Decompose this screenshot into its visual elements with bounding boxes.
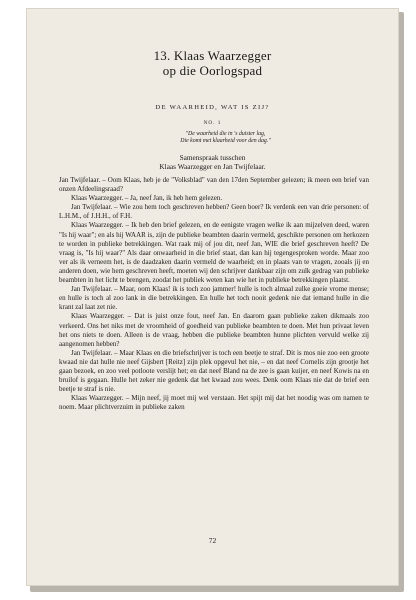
paragraph: Klaas Waarzegger. – Ja, neef Jan, ik heb hem gelezen. xyxy=(71,194,223,203)
subtitle-line-2: Klaas Waarzegger en Jan Twijfelaar. xyxy=(159,162,266,171)
section-heading: DE WAARHEID, WAT IS ZIJ? xyxy=(155,104,270,111)
page-number: 72 xyxy=(208,536,217,545)
paragraph: Jan Twijfelaar. – Maar Klaas en die briefschrijver is toch een beetje te straf. Dit is mos nie zoo een groote kwaad nie dat hulle nie neef Gijsbert [Reitz] zijn plek opgevul het nie, – en dat neef Cornelis zijn grootje het gaan bezoek, en zoo veel potlootе verslijt het; en dat neef Bland na de zee is gaan kuijer, en neef Kowis na en bruilof is gegaan. Hulle het zeker nie gedenk dat het kwaad zou wees. Denk oom Klaas nie dat de brief een beetje te straf is nie. xyxy=(59,348,369,394)
body-text xyxy=(59,176,369,412)
chapter-title-line-2: op die Oorlogspad xyxy=(162,63,263,78)
paragraph: Klaas Waarzegger. – Ik heb den brief gelezen, en de eenigste vragen welke ik aan mijzelven deed, waren "Is hij waar"; en als hij WAAR is, zijn de publieke beambten daarin vermeld, geschikte personen om herkozen te worden in publieke betrekkingen. Wat raak mij of jou dit, neef Jan, WIE die brief geschreven heeft? De vraag is, "Is hij waar?" Als daar onwaarheid in die brief staat, dan kan hij tegengesproken worde. Maar zoo ver als ik verneem het, is de daadzaken daarin vermeld de waarheid; en in plaats van te vragen, zooals jij en anderen doen, wie hem geschreven heeft, moeten wij den schrijver dankbaar zijn om zulk gedrag van publieke beambten in het licht te brengen, zoodat het publiek weten kan wie het in publieke betrekkingen plaatst. xyxy=(59,221,369,285)
paragraph: Jan Twijfelaar. – Oom Klaas, heb je de "Volksblad" van den 17den September gelezen; ik meen een brief van onzen Afdeelingsraad? xyxy=(59,176,369,194)
paragraph: Klaas Waarzegger. – Dat is juist onze fout, neef Jan. En daarom gaan publieke zaken dikmaals zoo verkeerd. Ons het niks met de vroomheid of goedheid van publieke beambten te doen. Met hun privaat leven het ons niets te doen. Alleen is de vraag, hebben die publieke beambten hunne plichten vervuld welke zij aangenomen hebben? xyxy=(59,312,369,348)
epigraph-line-1: "De waarheid die in 's duister lag, xyxy=(185,131,266,137)
paragraph: Jan Twijfelaar. – Maar, oom Klaas! ik is toch zoo jammer! hulle is toch almaal zulke goeie vrome mense; en hulle is toch al zoo lank in die betrekkingen. En hulle het toch nooit gedenk nie dat iemand hulle in die krant zal laat zet nie. xyxy=(59,285,369,312)
chapter-title xyxy=(26,48,399,78)
dialogue-subtitle xyxy=(26,153,399,171)
chapter-title-line-1: 13. Klaas Waarzegger xyxy=(153,48,272,63)
paragraph: Klaas Waarzegger. – Mijn neef, jij moet mij wel verstaan. Het spijt mij dat het noodig was om namen te noem. Maar plichtverzuim in publieke zaken xyxy=(59,394,369,412)
epigraph xyxy=(26,131,399,145)
subtitle-line-1: Samenspraak tusschen xyxy=(179,153,246,162)
book-page xyxy=(26,8,399,586)
paragraph: Jan Twijfelaar. – Wie zou hem toch geschreven hebben? Geen boer? Ik verdenk een van drie personen: of L.H.M., of J.H.H., of F.H. xyxy=(59,203,369,221)
section-number: NO. 1 xyxy=(203,120,222,126)
epigraph-line-2: Die komt met klaarheid voor den dag." xyxy=(180,138,271,144)
